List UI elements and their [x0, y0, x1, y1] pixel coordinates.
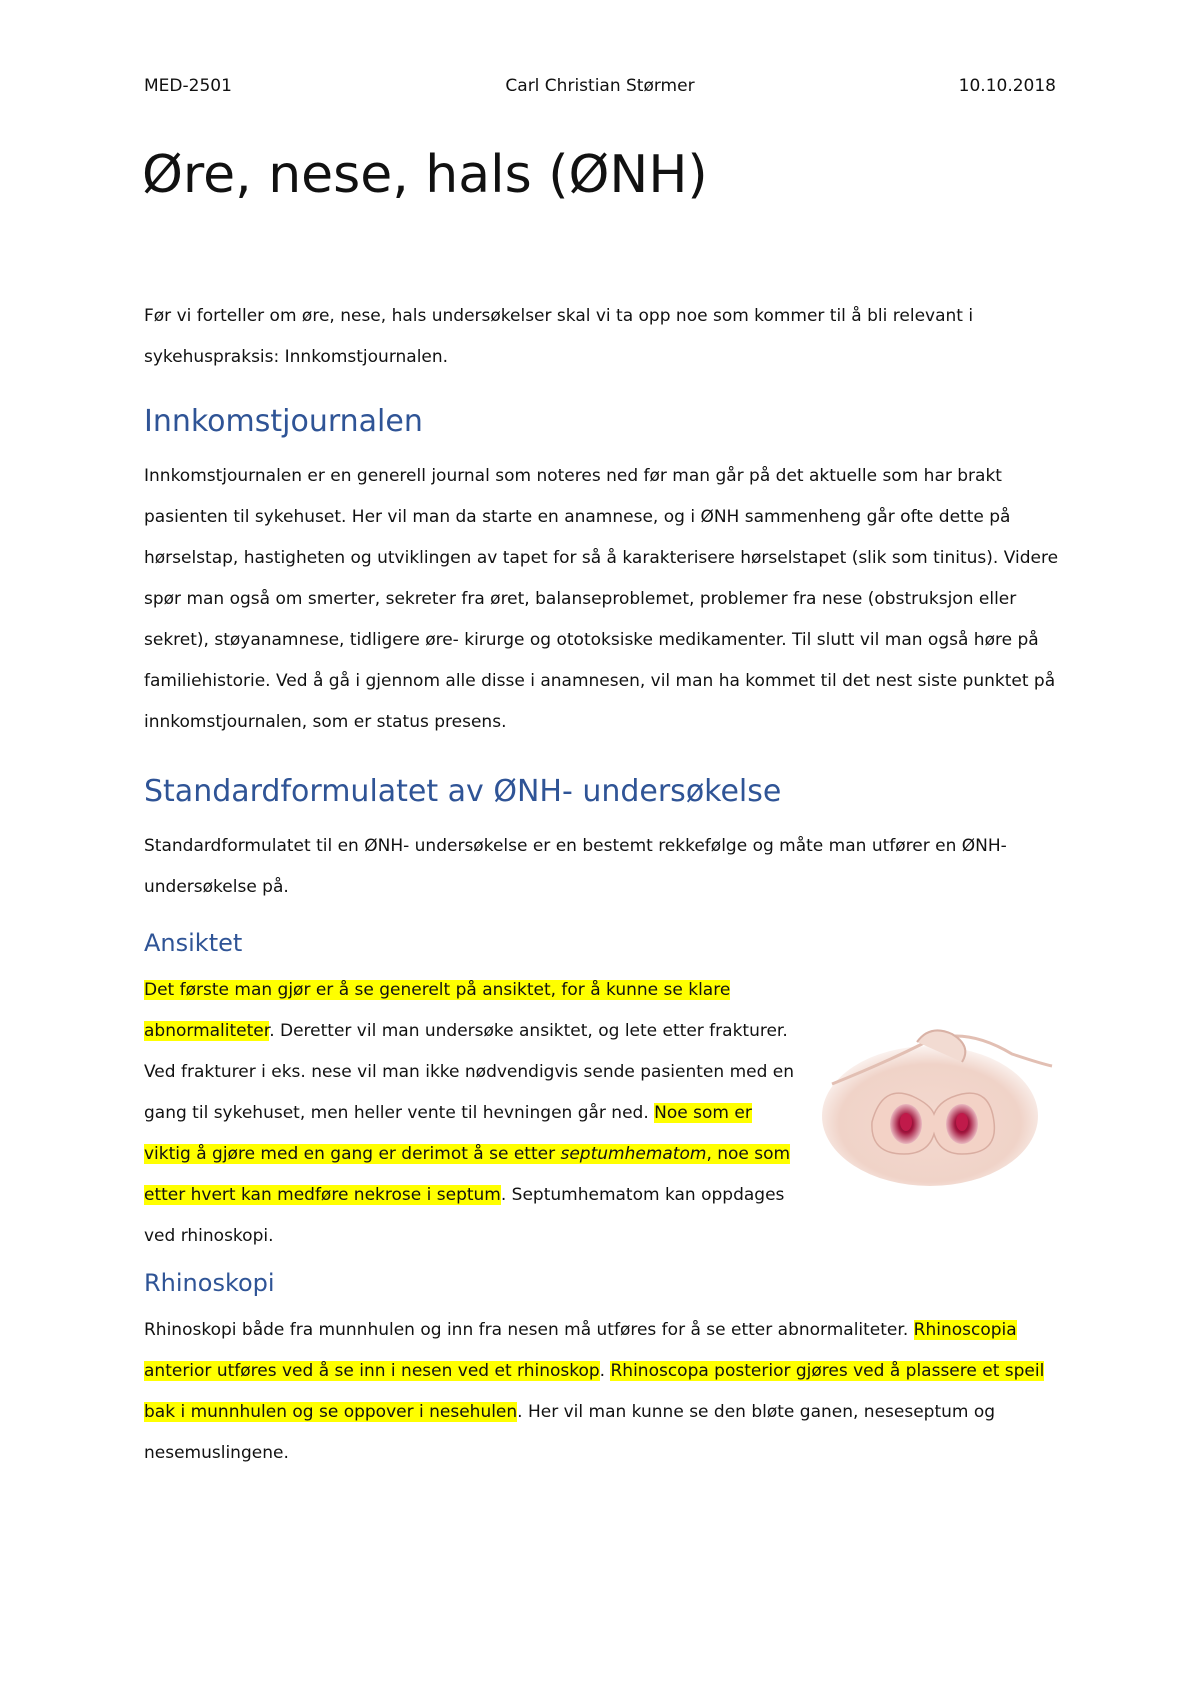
- ansiktet-highlight-2a: Noe som er viktig å gjøre med en gang er derimot å se etter: [144, 1103, 752, 1164]
- rhinoskopi-separator: .: [599, 1361, 611, 1381]
- document-date: 10.10.2018: [958, 76, 1056, 96]
- rhinoskopi-text-2: . Her vil man kunne se den bløte ganen, neseseptum og nesemuslingene.: [144, 1402, 996, 1463]
- nose-illustration: [812, 1004, 1056, 1190]
- standard-paragraph: Standardformulatet til en ØNH- undersøkelse er en bestemt rekkefølge og måte man utfører en ØNH- undersøkelse på.: [144, 836, 1007, 897]
- heading-ansiktet: Ansiktet: [144, 929, 243, 957]
- innkomst-paragraph: Innkomstjournalen er en generell journal som noteres ned før man går på det aktuelle som har brakt pasienten til sykehuset. Her vil man da starte en anamnese, og i ØNH sammenheng går ofte dette på hørselstap, hastigheten og utviklingen av tapet for så å karakterisere hørselstapet (slik som tinitus). Videre spør man også om smerter, sekreter fra øret, balanseproblemet, problemer fra nese (obstruksjon eller sekret), støyanamnese, tidligere øre- kirurge og ototoksiske medikamenter. Til slutt vil man også høre på familiehistorie. Ved å gå i gjennom alle disse i anamnesen, vil man ha kommet til det nest siste punktet på innkomstjournalen, som er status presens.: [144, 466, 1059, 732]
- course-code: MED-2501: [144, 76, 232, 96]
- ansiktet-text-2: . Septumhematom kan oppdages ved rhinoskopi.: [144, 1185, 785, 1246]
- heading-innkomstjournalen: Innkomstjournalen: [144, 404, 423, 439]
- ansiktet-text-1: . Deretter vil man undersøke ansiktet, og lete etter frakturer. Ved frakturer i eks. nese vil man ikke nødvendigvis sende pasienten med en gang til sykehuset, men heller vente til hevningen går ned.: [144, 1021, 795, 1123]
- rhinoskopi-highlight-anterior: Rhinoscopia anterior utføres ved å se inn i nesen ved et rhinoskop: [144, 1320, 1017, 1381]
- page-title: Øre, nese, hals (ØNH): [142, 145, 708, 205]
- ansiktet-highlight-first: Det første man gjør er å se generelt på ansiktet, for å kunne se klare abnormaliteter: [144, 980, 731, 1041]
- page-header: [144, 74, 1056, 98]
- ansiktet-highlight-em: septumhematom: [560, 1144, 707, 1164]
- rhinoskopi-paragraph: [144, 1310, 1064, 1474]
- heading-standardformulatet: Standardformulatet av ØNH- undersøkelse: [144, 774, 782, 809]
- intro-paragraph: Før vi forteller om øre, nese, hals undersøkelser skal vi ta opp noe som kommer til å bli relevant i sykehuspraksis: Innkomstjournalen.: [144, 306, 974, 367]
- rhinoskopi-text-1: Rhinoskopi både fra munnhulen og inn fra nesen må utføres for å se etter abnormaliteter.: [144, 1320, 909, 1340]
- author-name: Carl Christian Størmer: [505, 76, 695, 96]
- rhinoskopi-highlight-posterior: Rhinoscopa posterior gjøres ved å plassere et speil bak i munnhulen og se oppover i nesehulen: [144, 1361, 1045, 1422]
- heading-rhinoskopi: Rhinoskopi: [144, 1269, 275, 1297]
- ansiktet-highlight-2b: , noe som etter hvert kan medføre nekrose i septum: [144, 1144, 791, 1205]
